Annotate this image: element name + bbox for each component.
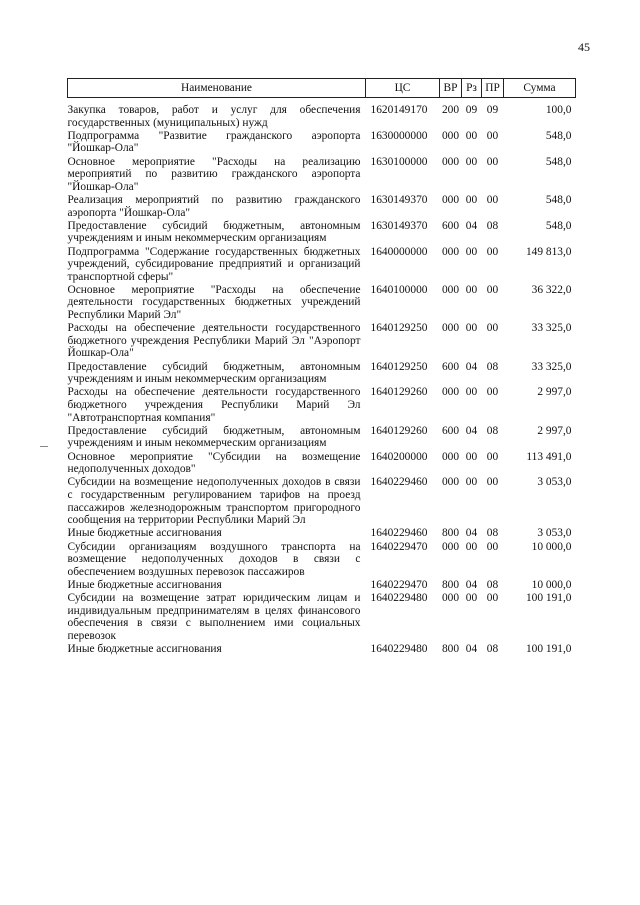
cell-vr: 000 (441, 129, 460, 142)
cell-rz: 04 (465, 527, 478, 540)
header-cs: ЦС (366, 79, 440, 98)
cell-rz: 00 (465, 540, 478, 553)
budget-table (67, 78, 576, 656)
cell-pr: 00 (486, 476, 499, 489)
table-row (68, 527, 576, 540)
cell-vr: 600 (441, 424, 460, 437)
cell-rz: 00 (465, 193, 478, 206)
header-name: Наименование (68, 79, 366, 98)
cell-sum: 33 325,0 (531, 360, 572, 373)
cell-name: Расходы на обеспечение деятельности государственного бюджетного учреждения Республики Марий Эл "Аэропорт Йошкар-Ола" (67, 322, 361, 360)
header-sum: Сумма (504, 79, 576, 98)
cell-pr: 00 (486, 592, 499, 605)
cell-vr: 200 (441, 104, 460, 116)
cell-name: Предоставление субсидий бюджетным, автономным учреждениям и иным некоммерческим организациям (67, 360, 361, 386)
table-row (68, 194, 576, 220)
table-row (68, 643, 576, 656)
cell-name: Субсидии организациям воздушного транспорта на возмещение недополученных доходов в связи с обеспечением воздушных перевозок пассажиров (67, 540, 361, 578)
cell-cs: 1630100000 (370, 155, 428, 168)
cell-pr: 00 (486, 245, 499, 258)
cell-name: Подпрограмма "Содержание государственных бюджетных учреждений, субсидирование предприятий и организаций транспортной сферы" (67, 245, 361, 283)
cell-vr: 000 (441, 283, 460, 296)
table-row (68, 451, 576, 477)
cell-rz: 09 (465, 104, 478, 116)
cell-sum: 548,0 (545, 193, 572, 206)
cell-pr: 00 (486, 386, 499, 399)
cell-name: Иные бюджетные ассигнования (67, 527, 222, 540)
cell-name: Расходы на обеспечение деятельности государственного бюджетного учреждения Республики Марий Эл "Автотранспортная компания" (67, 386, 361, 424)
cell-vr: 000 (441, 193, 460, 206)
cell-name: Основное мероприятие "Расходы на реализацию мероприятий по развитию гражданского аэропорта "Йошкар-Ола" (67, 155, 361, 193)
table-row (68, 322, 576, 360)
cell-rz: 00 (465, 129, 478, 142)
table-body (68, 98, 576, 657)
cell-sum: 2 997,0 (537, 424, 572, 437)
cell-vr: 600 (441, 360, 460, 373)
cell-rz: 04 (465, 360, 478, 373)
cell-cs: 1640000000 (370, 245, 428, 258)
cell-pr: 08 (486, 219, 499, 232)
cell-cs: 1640229460 (370, 476, 428, 489)
cell-vr: 000 (441, 245, 460, 258)
cell-name: Иные бюджетные ассигнования (67, 643, 222, 656)
cell-cs: 1640229470 (370, 578, 428, 591)
cell-name: Подпрограмма "Развитие гражданского аэропорта "Йошкар-Ола" (67, 129, 361, 155)
cell-sum: 3 053,0 (537, 527, 572, 540)
cell-sum: 3 053,0 (537, 476, 572, 489)
cell-name: Иные бюджетные ассигнования (67, 578, 222, 591)
cell-pr: 00 (486, 193, 499, 206)
cell-rz: 00 (465, 322, 478, 335)
cell-rz: 04 (465, 578, 478, 591)
cell-vr: 800 (441, 527, 460, 540)
cell-rz: 00 (465, 386, 478, 399)
cell-sum: 2 997,0 (537, 386, 572, 399)
cell-pr: 00 (486, 540, 499, 553)
cell-cs: 1640129250 (370, 360, 428, 373)
scan-mark (40, 446, 48, 447)
cell-cs: 1640100000 (370, 283, 428, 296)
table-row (68, 425, 576, 451)
cell-sum: 548,0 (545, 129, 572, 142)
header-vr: ВР (440, 79, 462, 98)
cell-rz: 00 (465, 245, 478, 258)
cell-name: Основное мероприятие "Расходы на обеспечение деятельности государственных бюджетных учреждений Республики Марий Эл" (67, 283, 361, 322)
cell-vr: 000 (441, 155, 460, 168)
cell-vr: 000 (441, 322, 460, 335)
cell-sum: 10 000,0 (531, 578, 572, 591)
cell-rz: 00 (465, 476, 478, 489)
cell-pr: 00 (486, 283, 499, 296)
cell-pr: 08 (486, 643, 499, 656)
cell-rz: 04 (465, 643, 478, 656)
cell-vr: 800 (441, 578, 460, 591)
cell-pr: 08 (486, 527, 499, 540)
table-row (68, 156, 576, 194)
table-row (68, 386, 576, 424)
table-row (68, 592, 576, 643)
cell-name: Субсидии на возмещение затрат юридическим лицам и индивидуальным предпринимателям в целях финансового обеспечения в связи с выполнением ими социальных перевозок (67, 592, 361, 642)
cell-vr: 800 (441, 643, 460, 656)
cell-pr: 00 (486, 450, 499, 463)
cell-vr: 000 (441, 476, 460, 489)
cell-sum: 113 491,0 (526, 450, 572, 463)
table-row (68, 246, 576, 284)
cell-rz: 04 (465, 424, 478, 437)
cell-sum: 100 191,0 (525, 592, 572, 605)
cell-cs: 1640129260 (370, 424, 428, 437)
cell-sum: 100,0 (545, 104, 572, 116)
cell-name: Предоставление субсидий бюджетным, автономным учреждениям и иным некоммерческим организациям (67, 219, 361, 245)
table-row (68, 541, 576, 579)
cell-vr: 000 (441, 450, 460, 463)
header-rz: Рз (462, 79, 482, 98)
cell-pr: 00 (486, 155, 499, 168)
cell-pr: 00 (486, 129, 499, 142)
cell-sum: 149 813,0 (525, 245, 572, 258)
table-row (68, 579, 576, 592)
cell-sum: 36 322,0 (531, 283, 572, 296)
cell-sum: 100 191,0 (525, 643, 572, 656)
cell-cs: 1630000000 (370, 129, 428, 142)
cell-name: Основное мероприятие "Субсидии на возмещение недополученных доходов" (67, 450, 361, 476)
cell-name: Предоставление субсидий бюджетным, автономным учреждениям и иным некоммерческим организациям (67, 424, 361, 450)
cell-cs: 1640229460 (370, 527, 428, 540)
cell-cs: 1640229470 (370, 540, 428, 553)
cell-rz: 00 (465, 283, 478, 296)
cell-cs: 1620149170 (370, 104, 428, 116)
cell-name: Субсидии на возмещение недополученных доходов в связи с государственным регулированием тарифов на проезд пассажиров железнодорожным транспортом пригородного сообщения на территории Республики Марий Эл (67, 476, 361, 527)
cell-cs: 1640229480 (370, 643, 428, 656)
cell-pr: 08 (486, 424, 499, 437)
cell-cs: 1630149370 (370, 219, 428, 232)
cell-sum: 33 325,0 (531, 322, 572, 335)
cell-vr: 000 (441, 540, 460, 553)
cell-vr: 000 (441, 386, 460, 399)
table-row (68, 284, 576, 322)
table-row (68, 476, 576, 527)
cell-rz: 04 (465, 219, 478, 232)
cell-rz: 00 (465, 450, 478, 463)
table-header-row (68, 79, 576, 98)
cell-pr: 08 (486, 360, 499, 373)
table-row (68, 130, 576, 156)
cell-name: Реализация мероприятий по развитию гражданского аэропорта "Йошкар-Ола" (67, 193, 361, 219)
cell-sum: 548,0 (545, 219, 572, 232)
cell-pr: 09 (486, 104, 499, 116)
cell-name: Закупка товаров, работ и услуг для обеспечения государственных (муниципальных) нужд (67, 104, 361, 129)
cell-rz: 00 (465, 155, 478, 168)
header-pr: ПР (482, 79, 504, 98)
cell-cs: 1640129250 (370, 322, 428, 335)
cell-cs: 1640229480 (370, 592, 428, 605)
table-row (68, 98, 576, 130)
cell-vr: 000 (441, 592, 460, 605)
cell-rz: 00 (465, 592, 478, 605)
table-row (68, 220, 576, 246)
cell-sum: 10 000,0 (531, 540, 572, 553)
table-row (68, 361, 576, 387)
page-number: 45 (578, 40, 590, 54)
cell-sum: 548,0 (545, 155, 572, 168)
cell-cs: 1640129260 (370, 386, 428, 399)
cell-pr: 08 (486, 578, 499, 591)
cell-cs: 1640200000 (370, 450, 428, 463)
cell-cs: 1630149370 (370, 193, 428, 206)
cell-vr: 600 (441, 219, 460, 232)
cell-pr: 00 (486, 322, 499, 335)
